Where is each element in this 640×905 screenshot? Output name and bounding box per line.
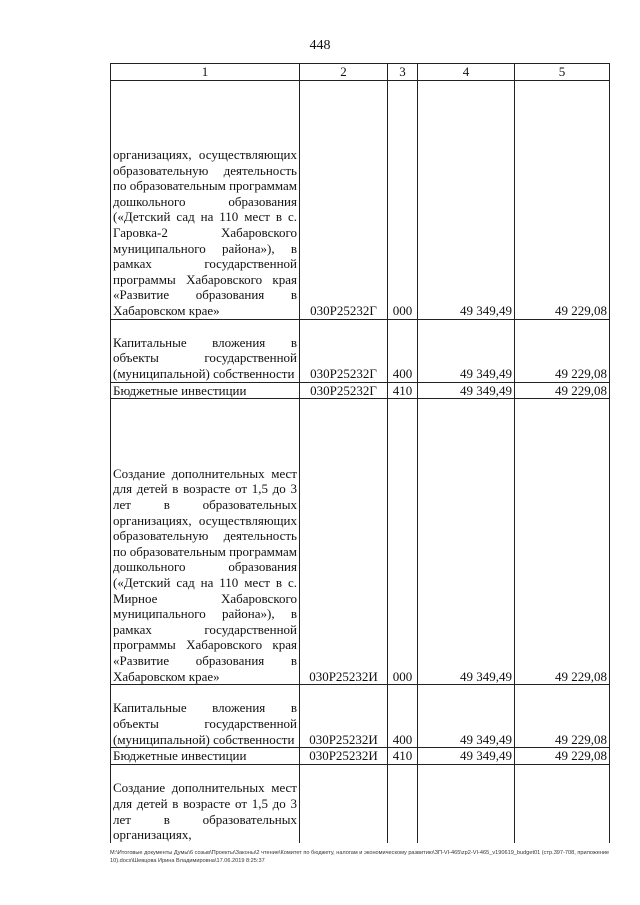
table-row bbox=[111, 748, 610, 765]
row-value-2020: 49 229,08 bbox=[515, 685, 610, 748]
row-type: 400 bbox=[388, 685, 418, 748]
row-value-2019: 49 349,49 bbox=[418, 685, 515, 748]
table-header-row bbox=[111, 64, 610, 81]
header-col-3: 3 bbox=[388, 64, 418, 81]
row-name: Создание дополнительных мест для детей в возрасте от 1,5 до 3 лет в образовательных организациях, bbox=[111, 764, 300, 843]
row-value-2020: 49 229,08 bbox=[515, 319, 610, 382]
row-code: 030P25232Г bbox=[300, 319, 388, 382]
table-row bbox=[111, 319, 610, 382]
row-value-2019 bbox=[418, 764, 515, 843]
row-name: организациях, осуществляющих образовательную деятельность по образовательным программам дошкольного образования («Детский сад на 110 мест в с. Гаровка-2 Хабаровского муниципального района»), в рамках государственной программы Хабаровского края «Развитие образования в Хабаровском крае» bbox=[111, 80, 300, 319]
row-code: 030P25232И bbox=[300, 399, 388, 685]
row-value-2020: 49 229,08 bbox=[515, 80, 610, 319]
row-value-2019: 49 349,49 bbox=[418, 382, 515, 399]
row-code bbox=[300, 764, 388, 843]
table-row bbox=[111, 382, 610, 399]
row-value-2019: 49 349,49 bbox=[418, 748, 515, 765]
table-row bbox=[111, 685, 610, 748]
row-type: 400 bbox=[388, 319, 418, 382]
row-code: 030P25232Г bbox=[300, 382, 388, 399]
header-col-2: 2 bbox=[300, 64, 388, 81]
row-value-2019: 49 349,49 bbox=[418, 399, 515, 685]
row-type bbox=[388, 764, 418, 843]
row-name: Капитальные вложения в объекты государственной (муниципальной) собственности bbox=[111, 319, 300, 382]
row-value-2019: 49 349,49 bbox=[418, 319, 515, 382]
document-file-path-footer: M:\Итоговые документы Думы\6 созыв\Проекты\Законы\2 чтение\Комитет по бюджету, налогам и экономическому развитию\ЗП-VI-465\zp2-VI-465_v190619_budget01 (стр.397-708, приложение 10).docx\Шевцова Ирина Владимировна\17.06.2019 8:25:37 bbox=[110, 850, 610, 864]
row-value-2020: 49 229,08 bbox=[515, 382, 610, 399]
row-code: 030P25232Г bbox=[300, 80, 388, 319]
row-type: 000 bbox=[388, 80, 418, 319]
row-name: Бюджетные инвестиции bbox=[111, 748, 300, 765]
row-name: Бюджетные инвестиции bbox=[111, 382, 300, 399]
table-row bbox=[111, 80, 610, 319]
row-type: 000 bbox=[388, 399, 418, 685]
header-col-1: 1 bbox=[111, 64, 300, 81]
table-row bbox=[111, 764, 610, 843]
row-type: 410 bbox=[388, 748, 418, 765]
header-col-5: 5 bbox=[515, 64, 610, 81]
row-type: 410 bbox=[388, 382, 418, 399]
row-code: 030P25232И bbox=[300, 748, 388, 765]
row-value-2020 bbox=[515, 764, 610, 843]
page-number: 448 bbox=[309, 38, 331, 53]
table-row bbox=[111, 399, 610, 685]
row-code: 030P25232И bbox=[300, 685, 388, 748]
row-value-2020: 49 229,08 bbox=[515, 399, 610, 685]
row-name: Капитальные вложения в объекты государственной (муниципальной) собственности bbox=[111, 685, 300, 748]
budget-table bbox=[110, 63, 610, 843]
row-value-2019: 49 349,49 bbox=[418, 80, 515, 319]
row-name: Создание дополнительных мест для детей в возрасте от 1,5 до 3 лет в образовательных организациях, осуществляющих образовательную деятельность по образовательным программам дошкольного образования («Детский сад на 110 мест в с. Мирное Хабаровского муниципального района»), в рамках государственной программы Хабаровского края «Развитие образования в Хабаровском крае» bbox=[111, 399, 300, 685]
row-value-2020: 49 229,08 bbox=[515, 748, 610, 765]
header-col-4: 4 bbox=[418, 64, 515, 81]
